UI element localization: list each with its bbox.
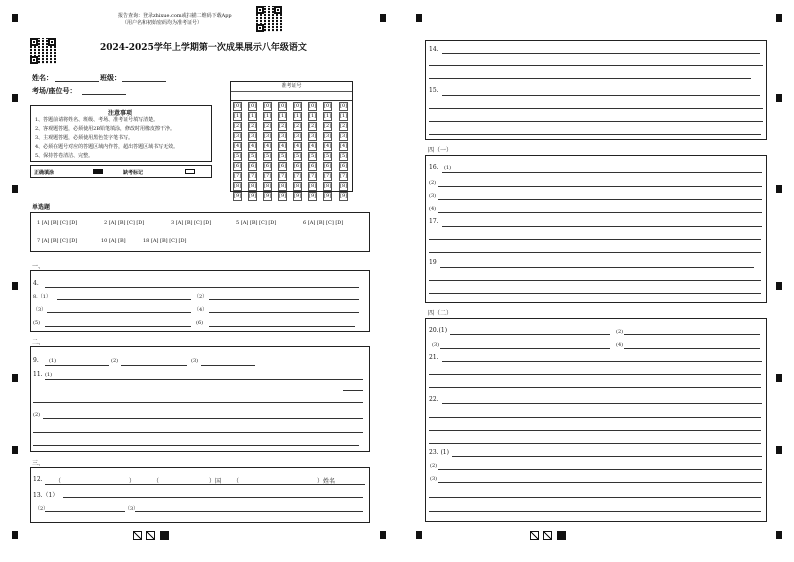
- page-marker-icon: [160, 531, 169, 540]
- filled-sample-icon: [93, 169, 103, 174]
- section-4-2-box: [425, 318, 767, 522]
- q13-3-line[interactable]: [135, 511, 363, 512]
- room-seat-field[interactable]: [82, 94, 126, 95]
- registration-mark: [12, 282, 18, 290]
- q16-3-line[interactable]: [438, 199, 762, 200]
- q12-country: ）国: [209, 478, 222, 485]
- q15-line[interactable]: [429, 134, 761, 135]
- exam-id-column[interactable]: [0] [1] [2] [3] [4] [5] [6] [7] [8] [9]: [249, 103, 257, 199]
- notice-title: 注意事项: [108, 110, 133, 117]
- q19-line[interactable]: [429, 293, 761, 294]
- q12-label: 12.: [33, 476, 43, 483]
- q13-3-label: （3）: [125, 506, 139, 512]
- mc-section-label: 单选题: [32, 204, 51, 211]
- section-2-label: 二、: [32, 339, 45, 346]
- q9-1-line[interactable]: [45, 365, 109, 366]
- q23-line[interactable]: [429, 511, 761, 512]
- notice-item: 4、必须在题号对应的答题区域内作答，超出答题区域书写无效。: [35, 144, 179, 150]
- registration-mark: [776, 94, 782, 102]
- notice-item: 1、答题前请将姓名、班级、考场、准考证号填写清楚。: [35, 117, 159, 123]
- q20-3-label: (3): [432, 342, 440, 348]
- notice-box: [30, 105, 212, 162]
- q9-3-line[interactable]: [201, 365, 255, 366]
- exam-id-column[interactable]: [0] [1] [2] [3] [4] [5] [6] [7] [8] [9]: [294, 103, 302, 199]
- page-marker-icon: [133, 531, 142, 540]
- q12-bracket: （: [55, 478, 62, 485]
- q14-q15-box: [425, 40, 767, 140]
- mc-option-group[interactable]: 18 [A] [B] [C] [D]: [143, 238, 187, 244]
- page-title: 2024-2025学年上学期第一次成果展示八年级语文: [100, 43, 307, 53]
- header-line-2: （用户名和初始密码均为准考证号）: [122, 20, 203, 26]
- q22-line[interactable]: [429, 417, 761, 418]
- registration-mark: [12, 531, 18, 539]
- q17-line[interactable]: [442, 226, 762, 227]
- section-2-box: [30, 346, 370, 452]
- q20-4-line[interactable]: [624, 348, 760, 349]
- registration-mark: [12, 374, 18, 382]
- name-field[interactable]: [55, 81, 99, 82]
- exam-id-column[interactable]: [0] [1] [2] [3] [4] [5] [6] [7] [8] [9]: [324, 103, 332, 199]
- q16-4-label: (4): [429, 206, 437, 212]
- exam-id-column[interactable]: [0] [1] [2] [3] [4] [5] [6] [7] [8] [9]: [264, 103, 272, 199]
- q20-3-line[interactable]: [440, 348, 610, 349]
- registration-mark: [776, 446, 782, 454]
- exam-id-column[interactable]: [0] [1] [2] [3] [4] [5] [6] [7] [8] [9]: [279, 103, 287, 199]
- q23-2-label: (2): [430, 463, 438, 469]
- q14-line[interactable]: [442, 53, 760, 54]
- q21-line[interactable]: [429, 374, 761, 375]
- q20-1-line[interactable]: [450, 334, 610, 335]
- section-3-box: [30, 467, 370, 523]
- q14-line[interactable]: [429, 65, 763, 66]
- q19-line[interactable]: [440, 267, 754, 268]
- correct-fill-label: 正确填涂: [34, 170, 55, 176]
- q19-line[interactable]: [429, 280, 761, 281]
- q9-1-label: (1): [49, 358, 57, 364]
- q9-2-label: (2): [111, 358, 119, 364]
- q15-line[interactable]: [442, 95, 760, 96]
- q12-name: ）姓名: [317, 478, 336, 485]
- absent-checkbox[interactable]: [185, 169, 195, 174]
- q4-label: 4.: [33, 280, 39, 287]
- registration-mark: [776, 185, 782, 193]
- class-label: 班级：: [100, 73, 121, 82]
- q16-2-line[interactable]: [438, 186, 762, 187]
- exam-id-column[interactable]: [0] [1] [2] [3] [4] [5] [6] [7] [8] [9]: [309, 103, 317, 199]
- q15-label: 15.: [429, 87, 439, 94]
- q23-label: 23. (1): [429, 449, 449, 456]
- notice-item: 5、保持答卷清洁、完整。: [35, 153, 94, 159]
- header-line-1: 报告查询：登录zhixue.com或扫描二维码下载App: [118, 13, 232, 19]
- registration-mark: [416, 531, 422, 539]
- section-4-2-label: 四（二）: [428, 310, 453, 317]
- q12-bracket: （: [153, 478, 160, 485]
- q23-1-line[interactable]: [452, 456, 762, 457]
- q16-1-line[interactable]: [442, 172, 762, 173]
- q22-line[interactable]: [429, 443, 761, 444]
- q4-answer-line[interactable]: [45, 287, 359, 288]
- mc-option-group[interactable]: 3 [A] [B] [C] [D]: [171, 220, 212, 226]
- name-label: 姓名：: [32, 73, 53, 82]
- q17-line[interactable]: [429, 252, 761, 253]
- notice-item: 2、客观题答题，必须使用2B铅笔填涂，修改时用橡皮擦干净。: [35, 126, 176, 132]
- q12-bracket: ）: [129, 478, 136, 485]
- q11-label: 11.: [33, 371, 43, 378]
- room-seat-label: 考场/座位号：: [32, 86, 77, 95]
- q11-2-line[interactable]: [33, 432, 363, 433]
- mc-option-group[interactable]: 1 [A] [B] [C] [D]: [37, 220, 78, 226]
- q12-bracket: （: [233, 478, 240, 485]
- exam-id-column[interactable]: [0] [1] [2] [3] [4] [5] [6] [7] [8] [9]: [340, 103, 348, 199]
- q21-line[interactable]: [429, 387, 761, 388]
- exam-id-grid: [230, 81, 353, 199]
- q16-label: 16.: [429, 164, 439, 171]
- q15-line[interactable]: [429, 121, 763, 122]
- q11-1-label: (1): [45, 372, 53, 378]
- registration-mark: [12, 14, 18, 22]
- q16-3-label: (3): [429, 193, 437, 199]
- q11-1-line-end[interactable]: [343, 390, 363, 391]
- q21-label: 21.: [429, 354, 439, 361]
- q8-4-label: （4）: [194, 307, 208, 313]
- q16-4-line[interactable]: [438, 212, 762, 213]
- section-4-1-label: 四（一）: [428, 147, 453, 154]
- q16-2-label: (2): [429, 180, 437, 186]
- q20-2-label: (2): [616, 329, 624, 335]
- registration-mark: [380, 531, 386, 539]
- registration-mark: [776, 282, 782, 290]
- section-1-label: 一、: [32, 263, 45, 270]
- registration-mark: [416, 14, 422, 22]
- q16-1-label: (1): [444, 165, 452, 171]
- q9-2-line[interactable]: [121, 365, 187, 366]
- q8-6-label: (6): [196, 320, 204, 326]
- q17-label: 17.: [429, 218, 439, 225]
- q8-1-line[interactable]: [57, 299, 191, 300]
- q20-4-label: (4): [616, 342, 624, 348]
- q14-line[interactable]: [429, 78, 751, 79]
- q9-label: 9.: [33, 357, 39, 364]
- section-3-label: 三、: [32, 460, 45, 467]
- q8-5-label: (5): [33, 320, 41, 326]
- q23-line[interactable]: [429, 497, 761, 498]
- q11-2-label: (2): [33, 412, 41, 418]
- mc-answer-box: [30, 212, 370, 252]
- q13-label: 13.（1）: [33, 492, 59, 499]
- q11-2-line[interactable]: [43, 418, 363, 419]
- registration-mark: [12, 94, 18, 102]
- qr-code-icon: [30, 38, 56, 64]
- q8-4-line[interactable]: [209, 312, 359, 313]
- registration-mark: [776, 531, 782, 539]
- q17-line[interactable]: [429, 239, 761, 240]
- q8-3-label: （3）: [33, 307, 47, 313]
- q8-label: 8.（1）: [33, 294, 51, 300]
- registration-mark: [380, 14, 386, 22]
- q21-line[interactable]: [442, 361, 762, 362]
- q8-2-line[interactable]: [209, 299, 359, 300]
- page-marker-icon: [146, 531, 155, 540]
- q9-3-label: (3): [191, 358, 199, 364]
- q23-3-label: (3): [430, 476, 438, 482]
- q13-2-line[interactable]: [45, 511, 125, 512]
- class-field[interactable]: [122, 81, 166, 82]
- registration-mark: [12, 185, 18, 193]
- q11-2-line[interactable]: [33, 445, 359, 446]
- mc-option-group[interactable]: 7 [A] [B] [C] [D]: [37, 238, 78, 244]
- page-marker-icon: [530, 531, 539, 540]
- q22-label: 22.: [429, 396, 439, 403]
- absent-mark-label: 缺考标记: [123, 170, 144, 176]
- q11-1-line[interactable]: [45, 379, 363, 380]
- registration-mark: [776, 374, 782, 382]
- q8-3-line[interactable]: [47, 312, 191, 313]
- q8-5-line[interactable]: [45, 326, 191, 327]
- q20-2-line[interactable]: [624, 334, 760, 335]
- q23-3-line[interactable]: [438, 482, 762, 483]
- q15-line[interactable]: [429, 108, 763, 109]
- section-4-1-box: [425, 155, 767, 303]
- exam-id-column[interactable]: [0] [1] [2] [3] [4] [5] [6] [7] [8] [9]: [234, 103, 242, 199]
- mc-option-group[interactable]: 10 [A] [B]: [101, 238, 126, 244]
- q19-label: 19: [429, 259, 437, 266]
- q13-1-line[interactable]: [63, 497, 363, 498]
- q22-line[interactable]: [429, 430, 761, 431]
- registration-mark: [776, 14, 782, 22]
- page-marker-icon: [557, 531, 566, 540]
- exam-id-write-row: [231, 100, 352, 101]
- page-marker-icon: [543, 531, 552, 540]
- mc-option-group[interactable]: 2 [A] [B] [C] [D]: [104, 220, 145, 226]
- q14-label: 14.: [429, 46, 439, 53]
- q22-line[interactable]: [442, 403, 762, 404]
- qr-code-icon: [256, 6, 282, 32]
- q11-1-line[interactable]: [33, 402, 363, 403]
- mc-option-group[interactable]: 5 [A] [B] [C] [D]: [236, 220, 277, 226]
- fill-sample-box: [30, 165, 212, 178]
- q8-6-line[interactable]: [209, 326, 355, 327]
- section-1-box: [30, 270, 370, 332]
- registration-mark: [12, 446, 18, 454]
- mc-option-group[interactable]: 6 [A] [B] [C] [D]: [303, 220, 344, 226]
- q8-2-label: （2）: [194, 294, 208, 300]
- q13-2-label: （2）: [35, 506, 49, 512]
- q23-2-line[interactable]: [438, 469, 762, 470]
- exam-id-label: 准考证号: [231, 82, 352, 92]
- notice-item: 3、主观题答题，必须使用黑色签字笔书写。: [35, 135, 134, 141]
- q20-label: 20.(1): [429, 327, 448, 334]
